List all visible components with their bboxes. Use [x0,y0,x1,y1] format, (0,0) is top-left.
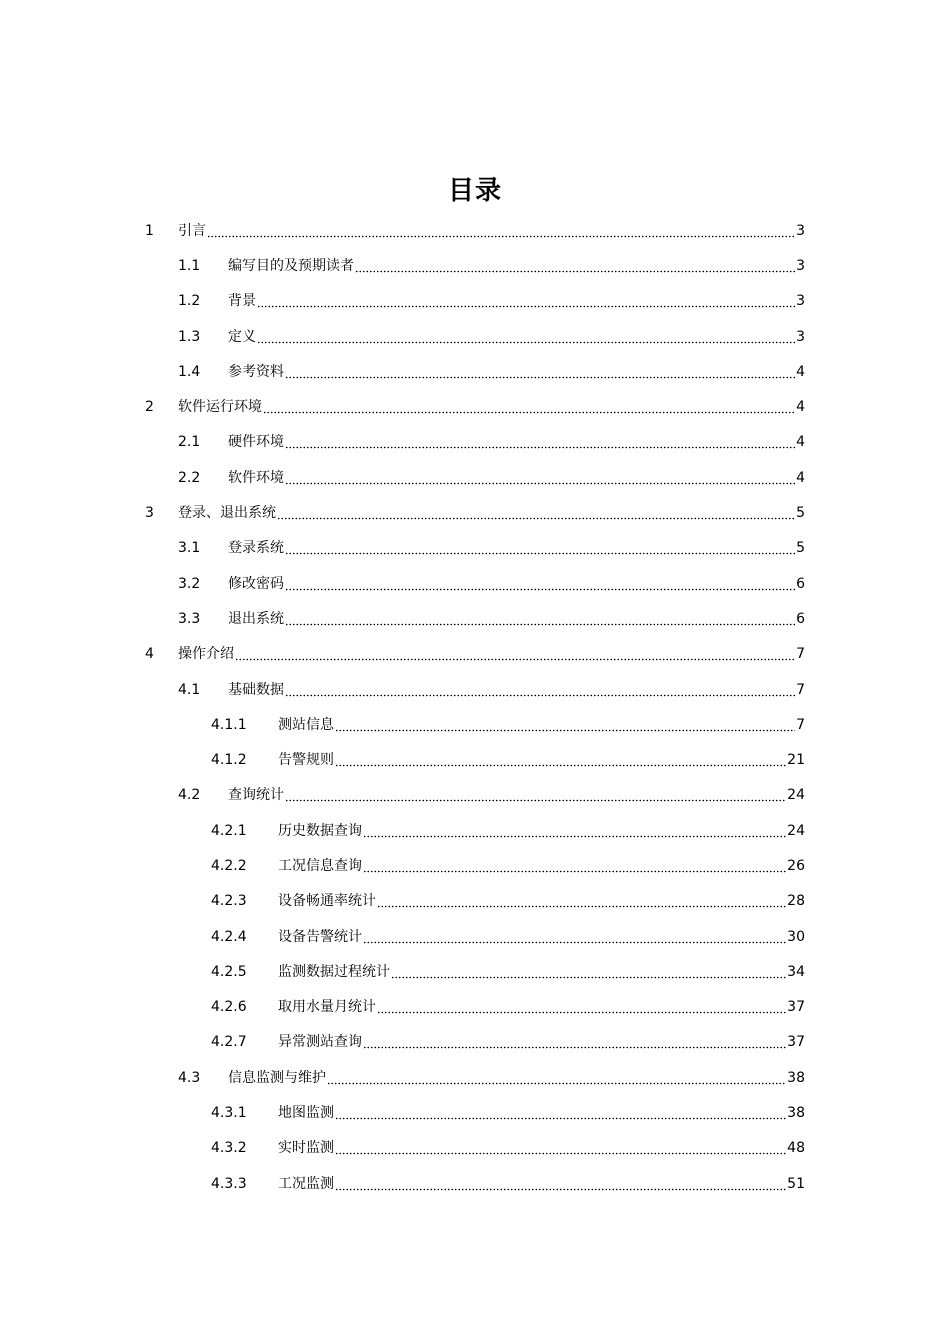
toc-entry-number: 2.2 [178,469,201,486]
toc-entry-number: 3.1 [178,540,201,557]
toc-entry[interactable] [0,1025,950,1060]
toc-entry[interactable] [0,460,950,495]
toc-entry[interactable] [0,354,950,389]
toc-entry[interactable] [0,672,950,707]
toc-entry[interactable] [0,601,950,636]
toc-entry[interactable] [0,248,950,283]
toc-entry[interactable] [0,1060,950,1095]
toc-dot-leader [363,929,786,945]
toc-entry-number: 4.3.1 [211,1105,247,1122]
toc-entry[interactable] [0,813,950,848]
toc-dot-leader [335,1105,786,1121]
toc-entry-title: 登录、退出系统 [178,505,276,522]
toc-entry[interactable] [0,425,950,460]
toc-entry[interactable] [0,919,950,954]
toc-entry-page-number: 28 [787,893,805,910]
toc-entry-number: 4.1 [178,681,201,698]
toc-entry-title: 硬件环境 [228,434,284,451]
toc-dot-leader [335,717,795,733]
toc-entry-page-number: 4 [796,363,805,380]
toc-entry-title: 设备畅通率统计 [278,893,376,910]
toc-entry-number: 4.3 [178,1069,201,1086]
toc-dot-leader [235,646,795,662]
toc-entry-number: 2.1 [178,434,201,451]
toc-entry[interactable] [0,990,950,1025]
toc-entry-page-number: 26 [787,857,805,874]
toc-entry[interactable] [0,389,950,424]
toc-entry-number: 3.3 [178,610,201,627]
toc-entry[interactable] [0,531,950,566]
toc-entry[interactable] [0,1166,950,1201]
toc-entry[interactable] [0,707,950,742]
toc-entry-title: 查询统计 [228,787,284,804]
toc-entry-title: 背景 [228,293,256,310]
toc-entry-title: 实时监测 [278,1140,334,1157]
toc-dot-leader [285,611,795,627]
toc-entry-page-number: 3 [796,222,805,239]
toc-entry-page-number: 21 [787,752,805,769]
toc-entry-number: 1.3 [178,328,201,345]
toc-entry-page-number: 3 [796,257,805,274]
toc-dot-leader [363,858,786,874]
toc-entry-page-number: 30 [787,928,805,945]
toc-entry-title: 告警规则 [278,752,334,769]
toc-entry-number: 4.2.3 [211,893,247,910]
toc-entry-number: 4.3.2 [211,1140,247,1157]
toc-entry[interactable] [0,566,950,601]
toc-dot-leader [257,293,795,309]
toc-entry-title: 信息监测与维护 [228,1069,326,1086]
toc-entry-page-number: 4 [796,399,805,416]
toc-entry-number: 3.2 [178,575,201,592]
toc-dot-leader [263,399,795,415]
toc-dot-leader [363,1034,786,1050]
toc-entry-number: 1.2 [178,293,201,310]
toc-entry-page-number: 34 [787,963,805,980]
toc-entry-page-number: 38 [787,1069,805,1086]
toc-entry-number: 4.2.1 [211,822,247,839]
toc-entry-page-number: 5 [796,505,805,522]
toc-entry[interactable] [0,495,950,530]
toc-entry-page-number: 4 [796,434,805,451]
toc-entry-title: 登录系统 [228,540,284,557]
toc-entry[interactable] [0,319,950,354]
table-of-contents [0,213,950,1201]
toc-entry-page-number: 24 [787,787,805,804]
toc-dot-leader [285,470,795,486]
toc-entry-page-number: 7 [796,716,805,733]
toc-entry-title: 软件环境 [228,469,284,486]
toc-entry-title: 设备告警统计 [278,928,362,945]
toc-entry-page-number: 48 [787,1140,805,1157]
toc-entry-title: 操作介绍 [178,646,234,663]
toc-entry-number: 1 [145,222,154,239]
toc-entry-number: 4.2.4 [211,928,247,945]
toc-entry-number: 1.1 [178,257,201,274]
toc-entry-title: 软件运行环境 [178,399,262,416]
toc-dot-leader [377,999,786,1015]
toc-entry-page-number: 24 [787,822,805,839]
page-title: 目录 [447,176,502,206]
toc-entry-title: 测站信息 [278,716,334,733]
toc-entry-number: 4.2.6 [211,999,247,1016]
toc-entry[interactable] [0,284,950,319]
toc-entry-title: 引言 [178,222,206,239]
toc-dot-leader [335,1140,786,1156]
toc-entry-number: 4.1.1 [211,716,247,733]
toc-entry[interactable] [0,1095,950,1130]
toc-entry-number: 4.2.5 [211,963,247,980]
toc-entry-title: 历史数据查询 [278,822,362,839]
toc-entry-page-number: 3 [796,328,805,345]
toc-dot-leader [285,434,795,450]
toc-dot-leader [377,893,786,909]
toc-entry-page-number: 37 [787,1034,805,1051]
toc-entry-title: 编写目的及预期读者 [228,257,354,274]
toc-entry-page-number: 51 [787,1175,805,1192]
toc-entry-page-number: 7 [796,681,805,698]
toc-entry-number: 4.2.7 [211,1034,247,1051]
toc-entry-title: 参考资料 [228,363,284,380]
toc-entry-title: 工况监测 [278,1175,334,1192]
toc-entry-number: 4.1.2 [211,752,247,769]
toc-entry-number: 2 [145,399,154,416]
toc-entry-title: 修改密码 [228,575,284,592]
toc-entry-title: 取用水量月统计 [278,999,376,1016]
toc-entry-number: 4.2.2 [211,857,247,874]
toc-entry-title: 地图监测 [278,1105,334,1122]
toc-dot-leader [355,258,795,274]
toc-entry-title: 异常测站查询 [278,1034,362,1051]
toc-dot-leader [335,1176,786,1192]
toc-entry[interactable] [0,848,950,883]
toc-entry-number: 4 [145,646,154,663]
toc-entry-number: 3 [145,505,154,522]
toc-entry-number: 4.2 [178,787,201,804]
toc-dot-leader [327,1070,786,1086]
toc-dot-leader [285,364,795,380]
toc-dot-leader [277,505,795,521]
toc-dot-leader [391,964,786,980]
toc-dot-leader [285,787,786,803]
toc-entry-page-number: 5 [796,540,805,557]
toc-entry-title: 退出系统 [228,610,284,627]
toc-entry-title: 定义 [228,328,256,345]
toc-entry[interactable] [0,954,950,989]
toc-entry-page-number: 6 [796,575,805,592]
toc-entry[interactable] [0,778,950,813]
toc-entry[interactable] [0,637,950,672]
toc-dot-leader [257,329,795,345]
toc-dot-leader [285,576,795,592]
toc-entry-page-number: 4 [796,469,805,486]
toc-entry[interactable] [0,884,950,919]
toc-entry-number: 4.3.3 [211,1175,247,1192]
toc-dot-leader [285,540,795,556]
toc-entry-number: 1.4 [178,363,201,380]
toc-entry[interactable] [0,213,950,248]
toc-entry-title: 监测数据过程统计 [278,963,390,980]
toc-entry-page-number: 6 [796,610,805,627]
toc-dot-leader [363,823,786,839]
toc-entry[interactable] [0,742,950,777]
toc-entry-page-number: 7 [796,646,805,663]
toc-entry[interactable] [0,1131,950,1166]
toc-entry-page-number: 3 [796,293,805,310]
toc-entry-page-number: 37 [787,999,805,1016]
toc-dot-leader [285,682,795,698]
toc-dot-leader [335,752,786,768]
toc-entry-title: 工况信息查询 [278,857,362,874]
toc-entry-title: 基础数据 [228,681,284,698]
toc-dot-leader [207,223,795,239]
toc-entry-page-number: 38 [787,1105,805,1122]
